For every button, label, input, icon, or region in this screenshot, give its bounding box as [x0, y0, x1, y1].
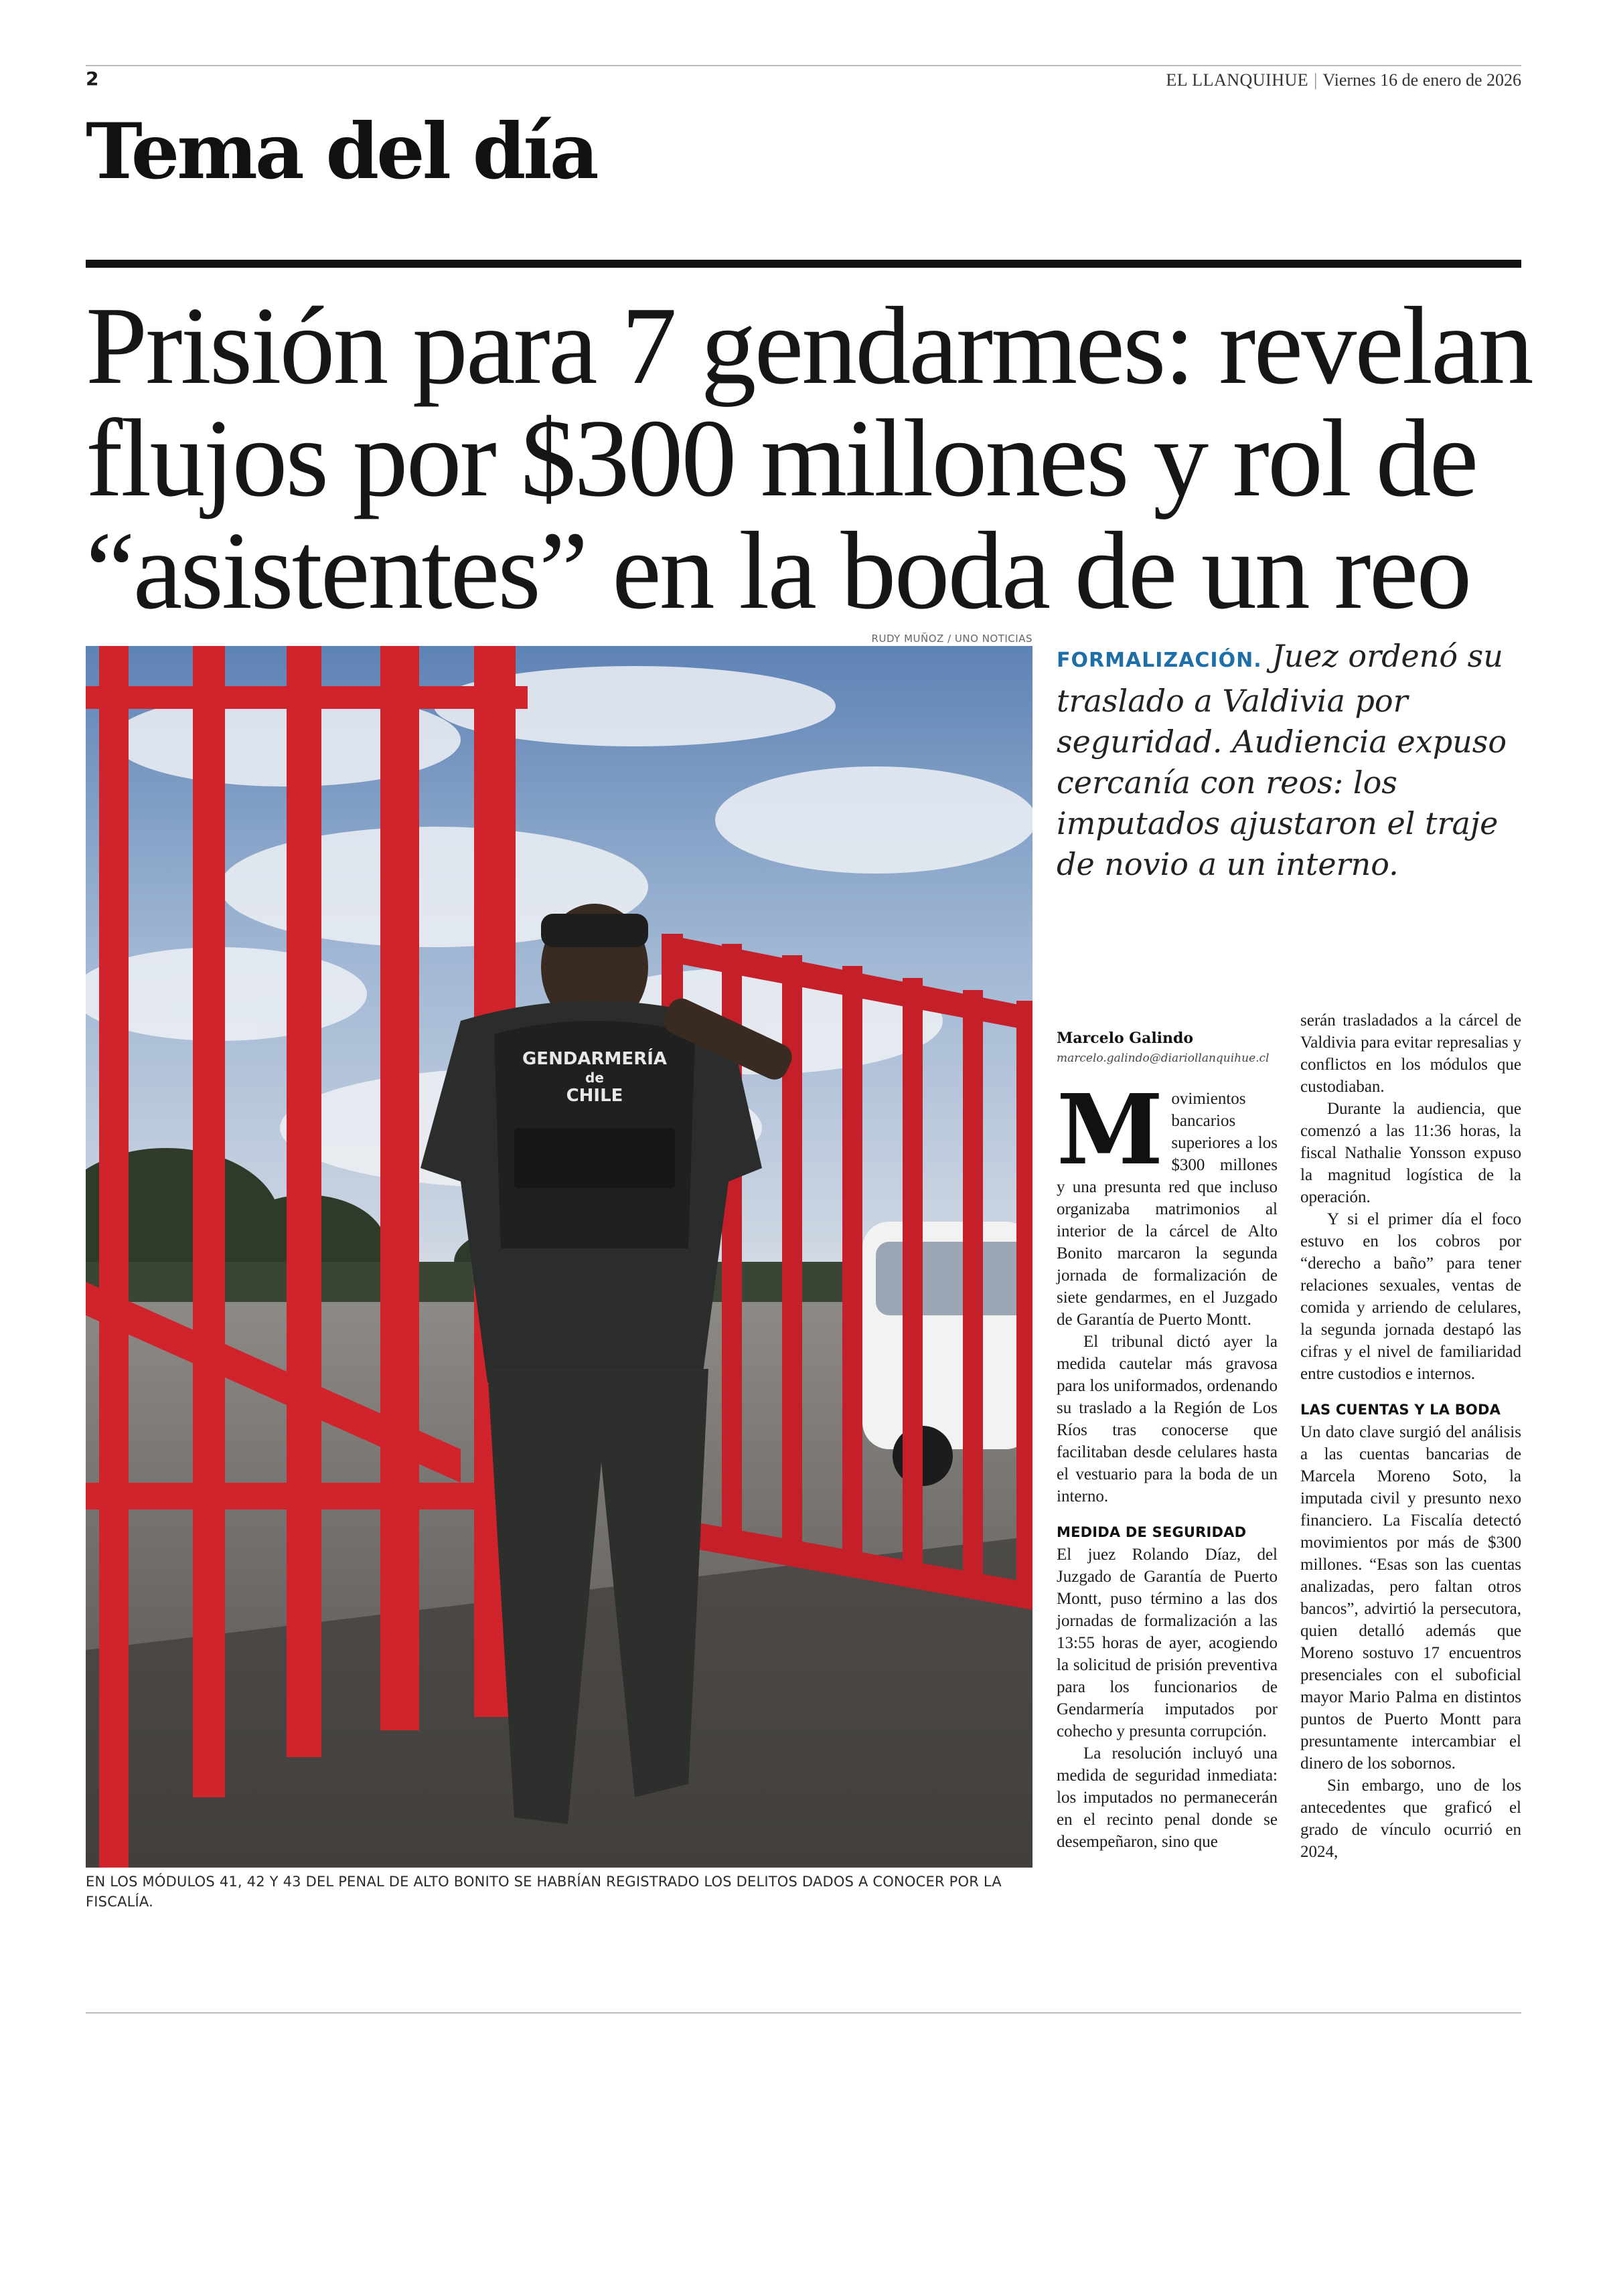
publication-name: EL LLANQUIHUE	[1166, 70, 1309, 90]
body-paragraph: serán trasladados a la cárcel de Valdivia para evitar represalias y conflictos en los módulos que custodiaban.	[1300, 1011, 1521, 1096]
page-number: 2	[86, 68, 99, 90]
section-rule	[86, 260, 1521, 268]
body-paragraph: El juez Rolando Díaz, del Juzgado de Garantía de Puerto Montt, puso término a las dos jornadas de formalización a las 13:55 horas de ayer, acogiendo la solicitud de prisión preventiva para los funcionarios de Gendarmería imputados por cohecho y presunta corrupción.	[1057, 1546, 1278, 1740]
lede-kicker: FORMALIZACIÓN.	[1057, 649, 1262, 672]
vest-text-line3: CHILE	[566, 1086, 623, 1106]
article-photo	[86, 646, 1032, 1868]
photo-caption: EN LOS MÓDULOS 41, 42 Y 43 DEL PENAL DE ALTO BONITO SE HABRÍAN REGISTRADO LOS DELITOS DADOS A CONOCER POR LA FISCALÍA.	[86, 1874, 1002, 1910]
body-paragraph: Sin embargo, uno de los antecedentes que graficó el grado de vínculo ocurrió en 2024,	[1300, 1777, 1521, 1861]
body-paragraph: Un dato clave surgió del análisis a las cuentas bancarias de Marcela Moreno Soto, la imputada civil y presunto nexo financiero. La Fiscalía detectó movimientos por más de $300 millones. “Esas son las cuentas analizadas, pero faltan otros bancos”, advirtió la persecutora, quien detalló además que Moreno sostuvo 17 encuentros presenciales con el suboficial mayor Mario Palma en distintos puntos de Puerto Montt para presuntamente intercambiar el dinero de los sobornos.	[1300, 1423, 1521, 1773]
byline	[1057, 1028, 1284, 1068]
vest-text-line2: de	[585, 1070, 604, 1086]
body-paragraph: Movimientos bancarios superiores a los $300 millones y una presunta red que incluso organizaba matrimonios al interior de la cárcel de Alto Bonito marcaron la segunda jornada de formalización de siete gendarmes, en el Juzgado de Garantía de Puerto Montt.	[1057, 1073, 1278, 1329]
subhead-accounts: LAS CUENTAS Y LA BODA	[1300, 1402, 1501, 1418]
body-paragraph: El tribunal dictó ayer la medida cautelar más gravosa para los uniformados, ordenando su traslado a la Región de Los Ríos tras conocerse que facilitaban desde celulares hasta el vestuario para la boda de un interno.	[1057, 1333, 1278, 1505]
body-column-1	[1057, 1073, 1278, 1853]
subhead-security: MEDIDA DE SEGURIDAD	[1057, 1524, 1247, 1540]
byline-name: Marcelo Galindo	[1057, 1030, 1194, 1047]
lede	[1057, 636, 1525, 885]
top-rule	[86, 65, 1521, 66]
body-paragraph: La resolución incluyó una medida de seguridad inmediata: los imputados no permanecerán en el recinto penal donde se desempeñaron, sino que	[1057, 1744, 1278, 1851]
lede-text: Juez ordenó su traslado a Valdivia por seguridad. Audiencia expuso cercanía con reos: los imputados ajustaron el traje de novio a un interno.	[1057, 638, 1507, 882]
bottom-rule	[86, 2012, 1521, 2014]
photo-credit: RUDY MUÑOZ / UNO NOTICIAS	[871, 633, 1032, 645]
folio	[1166, 70, 1521, 91]
body-paragraph: Durante la audiencia, que comenzó a las 11:36 horas, la fiscal Nathalie Yonsson expuso la magnitud logística de la operación.	[1300, 1100, 1521, 1206]
section-title: Tema del día	[86, 106, 597, 196]
vest-text-line1: GENDARMERÍA	[522, 1049, 668, 1069]
photo-illustration	[86, 646, 1032, 1868]
byline-email[interactable]: marcelo.galindo@diariollanquihue.cl	[1057, 1052, 1270, 1065]
publication-date: Viernes 16 de enero de 2026	[1322, 70, 1521, 90]
body-column-2	[1300, 1009, 1521, 1863]
folio-separator: |	[1314, 70, 1318, 90]
headline: Prisión para 7 gendarmes: revelan flujos por $300 millones y rol de “asistentes” en la boda de un reo	[86, 284, 1532, 632]
body-paragraph: Y si el primer día el foco estuvo en los cobros por “derecho a baño” para tener relaciones sexuales, ventas de comida y arriendo de celulares, la segunda jornada destapó las cifras y el nivel de familiaridad entre custodios e internos.	[1300, 1210, 1521, 1383]
drop-cap: M	[1057, 1073, 1164, 1186]
